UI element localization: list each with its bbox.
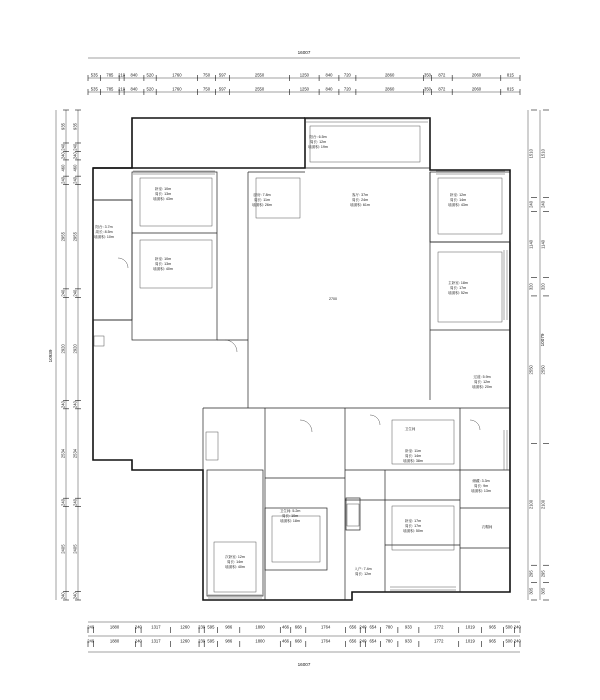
dim-left-1-3: 460: [72, 164, 78, 172]
room-label-small-room-right: [471, 478, 491, 493]
dim-bottom-1-0: 240: [87, 624, 95, 630]
dim-left-1-10: 240: [72, 498, 78, 506]
dim-right-2-6: 295: [540, 570, 546, 578]
room-label-line: 卧室: 17m: [404, 519, 422, 523]
room-label-line: 2700: [329, 297, 337, 301]
dim-bottom-2-13: 240: [359, 638, 367, 644]
dim-bottom-1-8: 1800: [255, 624, 265, 630]
room-label-line: 厨房: 7.8m: [253, 193, 271, 197]
room-label-line: 周长: 12m: [309, 140, 327, 144]
dim-left-1-11: 2405: [72, 544, 78, 554]
room-label-line: 阳台: 3.7m: [95, 225, 113, 229]
room-label-line: 周长: 14m: [449, 198, 467, 202]
dim-bottom-2-19: 965: [489, 638, 497, 644]
dim-right-1-6: 295: [528, 570, 534, 578]
dim-bottom-2-17: 1772: [434, 638, 444, 644]
room-label-bedroom-lower-right: [403, 448, 423, 463]
room-label-line: 周长: 17m: [404, 524, 422, 528]
overall-height-left: 10939: [48, 349, 53, 363]
dim-left-1-5: 2955: [72, 232, 78, 242]
room-label-bathroom-right: [405, 426, 416, 431]
dim-right-2-3: 320: [540, 283, 546, 291]
room-label-small-room-far-right: [482, 524, 493, 529]
dim-top-2-7: 597: [218, 86, 226, 92]
dim-top-1-13: 350: [423, 72, 431, 78]
room-label-line: 阳台: 6.5m: [309, 135, 327, 139]
dim-right-2-7: 305: [540, 587, 546, 595]
dim-top-2-3: 840: [130, 86, 138, 92]
dim-bottom-1-16: 933: [404, 624, 412, 630]
room-label-line: 卫生间: 5.2m: [279, 509, 301, 513]
dim-top-1-5: 1760: [172, 72, 182, 78]
room-label-line: 周长: 8.5m: [95, 230, 113, 234]
dim-top-2-9: 1250: [299, 86, 310, 92]
dim-bottom-2-20: 500: [505, 638, 513, 644]
dimension-frame: [56, 58, 540, 652]
dim-top-2-2: 210: [118, 86, 126, 92]
dim-top-1-14: 872: [438, 72, 446, 78]
dim-top-1-3: 840: [130, 72, 138, 78]
room-label-line: 墙面积: 43m: [448, 203, 468, 207]
dim-bottom-1-20: 500: [505, 624, 513, 630]
dim-right-2-1: 240: [540, 200, 546, 208]
dimension-labels: [61, 73, 546, 644]
dim-bottom-2-12: 656: [349, 638, 357, 644]
dim-left-2-11: 2405: [60, 544, 66, 554]
room-label-line: 过道: 5.9m: [473, 375, 491, 379]
dim-left-2-5: 2955: [60, 232, 66, 242]
dim-right-2-4: 2550: [540, 365, 546, 375]
room-label-line: 周长: 17m: [449, 286, 467, 290]
dim-right-1-1: 240: [528, 200, 534, 208]
dim-bottom-2-5: 230: [198, 638, 206, 644]
dim-left-2-2: 240: [60, 152, 66, 160]
dim-left-1-1: 240: [72, 143, 78, 151]
dim-right-2-2: 1140: [540, 239, 546, 249]
dim-right-1-0: 1510: [528, 149, 534, 159]
dim-bottom-2-4: 1260: [180, 638, 190, 644]
room-label-line: 储藏: 3.3m: [472, 479, 490, 483]
dim-right-1-5: 2100: [528, 499, 534, 510]
dim-bottom-1-3: 1317: [151, 624, 161, 630]
dim-top-1-12: 2860: [384, 72, 395, 78]
room-label-line: 墙面积: 19m: [308, 145, 328, 149]
dim-bottom-1-7: 986: [225, 624, 233, 630]
dim-top-1-11: 720: [343, 72, 351, 78]
dim-bottom-1-10: 668: [294, 624, 302, 630]
dim-top-2-0: 535: [90, 86, 98, 92]
room-label-balcony-top: [308, 134, 328, 149]
dim-top-1-4: 520: [146, 72, 154, 78]
dim-left-2-10: 240: [60, 498, 66, 506]
room-label-line: 周长: 14m: [226, 560, 244, 564]
room-label-line: 墙面积: 10m: [94, 235, 114, 239]
dim-top-1-15: 2060: [471, 72, 482, 78]
dim-bottom-2-6: 595: [207, 638, 215, 644]
room-label-entry-hall: [354, 566, 371, 576]
room-label-line: 卧室: 10m: [154, 187, 172, 191]
room-label-line: 周长: 12m: [473, 380, 491, 384]
dim-left-1-2: 240: [72, 152, 78, 160]
dim-left-2-8: 240: [60, 401, 66, 409]
room-label-line: 卧室: 11m: [405, 449, 421, 453]
dim-right-1-7: 305: [528, 587, 534, 595]
dim-top-2-5: 1760: [172, 86, 182, 92]
overall-width-bottom: 16007: [297, 662, 311, 667]
dim-left-2-7: 2920: [60, 344, 66, 354]
dim-bottom-2-18: 1019: [465, 638, 475, 644]
dim-right-1-4: 2550: [528, 365, 534, 375]
dim-top-2-1: 785: [106, 86, 114, 92]
dim-bottom-1-6: 595: [207, 624, 215, 630]
dim-top-1-2: 210: [118, 72, 126, 78]
room-label-line: 卧室: 10m: [154, 257, 172, 261]
dim-top-1-7: 597: [218, 72, 226, 78]
dim-top-1-0: 535: [90, 72, 98, 78]
dim-bottom-1-9: 466: [282, 624, 290, 630]
room-label-line: 墙面积: 50m: [403, 529, 423, 533]
dim-left-2-1: 240: [60, 143, 66, 151]
dim-bottom-2-15: 780: [385, 638, 393, 644]
dim-top-1-10: 840: [325, 72, 333, 78]
dim-bottom-2-8: 1800: [255, 638, 265, 644]
dim-bottom-1-21: 240: [513, 624, 521, 630]
dim-bottom-1-14: 654: [369, 624, 377, 630]
room-label-line: 周长: 13m: [154, 262, 172, 266]
dim-left-2-4: 240: [60, 176, 66, 184]
dim-bottom-1-19: 965: [489, 624, 497, 630]
dim-top-1-6: 750: [203, 72, 211, 78]
dim-left-2-3: 460: [60, 164, 66, 172]
dim-bottom-1-2: 240: [134, 624, 142, 630]
dim-top-2-8: 2550: [254, 86, 265, 92]
dim-top-1-1: 785: [106, 72, 114, 78]
dim-bottom-1-5: 230: [198, 624, 206, 630]
dim-bottom-2-2: 240: [134, 638, 142, 644]
room-label-room-bottom-right: [403, 518, 423, 533]
dim-bottom-1-11: 1764: [320, 624, 331, 630]
dim-top-1-9: 1250: [299, 72, 310, 78]
dim-bottom-1-17: 1772: [434, 624, 444, 630]
room-label-line: 墙面积: 52m: [448, 291, 468, 295]
room-label-bedroom-right: [448, 280, 468, 295]
dim-left-2-0: 935: [60, 122, 66, 130]
dim-bottom-2-21: 240: [513, 638, 521, 644]
room-label-line: 墙面积: 26m: [252, 203, 272, 207]
dim-left-2-12: 240: [60, 592, 66, 600]
dim-bottom-2-3: 1317: [151, 638, 161, 644]
dim-bottom-1-15: 780: [385, 624, 393, 630]
room-label-line: 周长: 10m: [281, 514, 299, 518]
room-label-line: 周长: 14m: [404, 454, 422, 458]
dim-left-1-6: 240: [72, 289, 78, 297]
dim-top-2-11: 720: [343, 86, 351, 92]
dim-left-1-0: 935: [72, 122, 78, 130]
dim-bottom-1-12: 656: [349, 624, 357, 630]
room-label-bedroom-top-right: [448, 192, 468, 207]
dim-bottom-2-9: 466: [282, 638, 290, 644]
dim-top-2-10: 840: [325, 86, 333, 92]
room-label-balcony-left: [94, 224, 114, 239]
dim-bottom-2-7: 986: [225, 638, 233, 644]
dim-bottom-2-11: 1764: [320, 638, 331, 644]
dim-left-1-7: 2920: [72, 344, 78, 354]
room-label-line: 客厅: 37m: [351, 193, 369, 197]
overall-height-right: 10079: [540, 333, 545, 347]
dim-top-1-16: 815: [506, 72, 514, 78]
dim-top-2-4: 520: [146, 86, 154, 92]
room-label-line: 入户: 7.4m: [354, 567, 372, 571]
dim-bottom-1-4: 1260: [180, 624, 190, 630]
dim-top-2-16: 815: [506, 86, 514, 92]
room-label-line: 墙面积: 38m: [403, 459, 423, 463]
room-label-line: 卧室: 12m: [449, 193, 467, 197]
overall-width-top: 16007: [297, 50, 311, 55]
room-label-bathroom-center: [280, 508, 301, 523]
room-label-line: 墙面积: 18m: [280, 519, 300, 523]
dim-left-2-6: 240: [60, 289, 66, 297]
dim-top-1-8: 2550: [254, 72, 265, 78]
room-label-line: 次卧室: 12m: [225, 555, 245, 559]
room-label-corridor-right: [472, 374, 492, 389]
room-label-line: 衣帽间: [481, 525, 493, 529]
room-label-bedroom-mid-left: [153, 256, 173, 271]
room-label-line: 墙面积: 20m: [472, 385, 492, 389]
room-label-line: 周长: 9m: [473, 484, 489, 488]
dim-right-1-2: 1140: [528, 239, 534, 249]
dim-left-1-4: 240: [72, 176, 78, 184]
dim-bottom-1-18: 1019: [465, 624, 475, 630]
dim-top-2-13: 350: [423, 86, 431, 92]
room-label-bedroom-top-left: [153, 186, 173, 201]
room-label-line: 墙面积: 43m: [153, 197, 173, 201]
dim-left-1-12: 240: [72, 592, 78, 600]
room-label-line: 周长: 24m: [351, 198, 369, 202]
dim-bottom-2-10: 668: [294, 638, 302, 644]
dim-left-1-9: 2534: [72, 448, 78, 459]
dim-left-1-8: 240: [72, 401, 78, 409]
room-label-living-area-label: [329, 297, 337, 301]
room-label-line: 主卧室: 18m: [448, 281, 468, 285]
dim-left-2-9: 2534: [60, 448, 66, 459]
dim-bottom-1-13: 240: [359, 624, 367, 630]
dim-bottom-2-14: 654: [369, 638, 377, 644]
room-label-line: 墙面积: 40m: [153, 267, 173, 271]
room-label-line: 墙面积: 61m: [350, 203, 370, 207]
dimension-ticks: [60, 72, 549, 647]
dim-right-1-3: 320: [528, 283, 534, 291]
dim-bottom-2-0: 240: [87, 638, 95, 644]
dim-right-2-0: 1510: [540, 149, 546, 159]
room-label-line: 周长: 12m: [354, 572, 372, 576]
dim-bottom-2-1: 1880: [109, 638, 120, 644]
room-label-line: 卫生间: [404, 427, 416, 431]
room-label-living-room: [350, 192, 370, 207]
room-label-line: 周长: 13m: [154, 192, 172, 196]
room-label-room-bottom-left: [225, 554, 245, 569]
dim-bottom-2-16: 933: [404, 638, 412, 644]
dim-top-2-15: 2060: [471, 86, 482, 92]
dim-right-2-5: 2100: [540, 499, 546, 510]
dim-top-2-12: 2860: [384, 86, 395, 92]
room-labels: [94, 134, 493, 576]
room-label-line: 墙面积: 13m: [471, 489, 491, 493]
dim-top-2-14: 872: [438, 86, 446, 92]
room-label-line: 墙面积: 40m: [225, 565, 245, 569]
dim-top-2-6: 750: [203, 86, 211, 92]
dim-bottom-1-1: 1880: [109, 624, 120, 630]
room-label-line: 周长: 11m: [254, 198, 270, 202]
room-label-kitchen: [252, 192, 272, 207]
